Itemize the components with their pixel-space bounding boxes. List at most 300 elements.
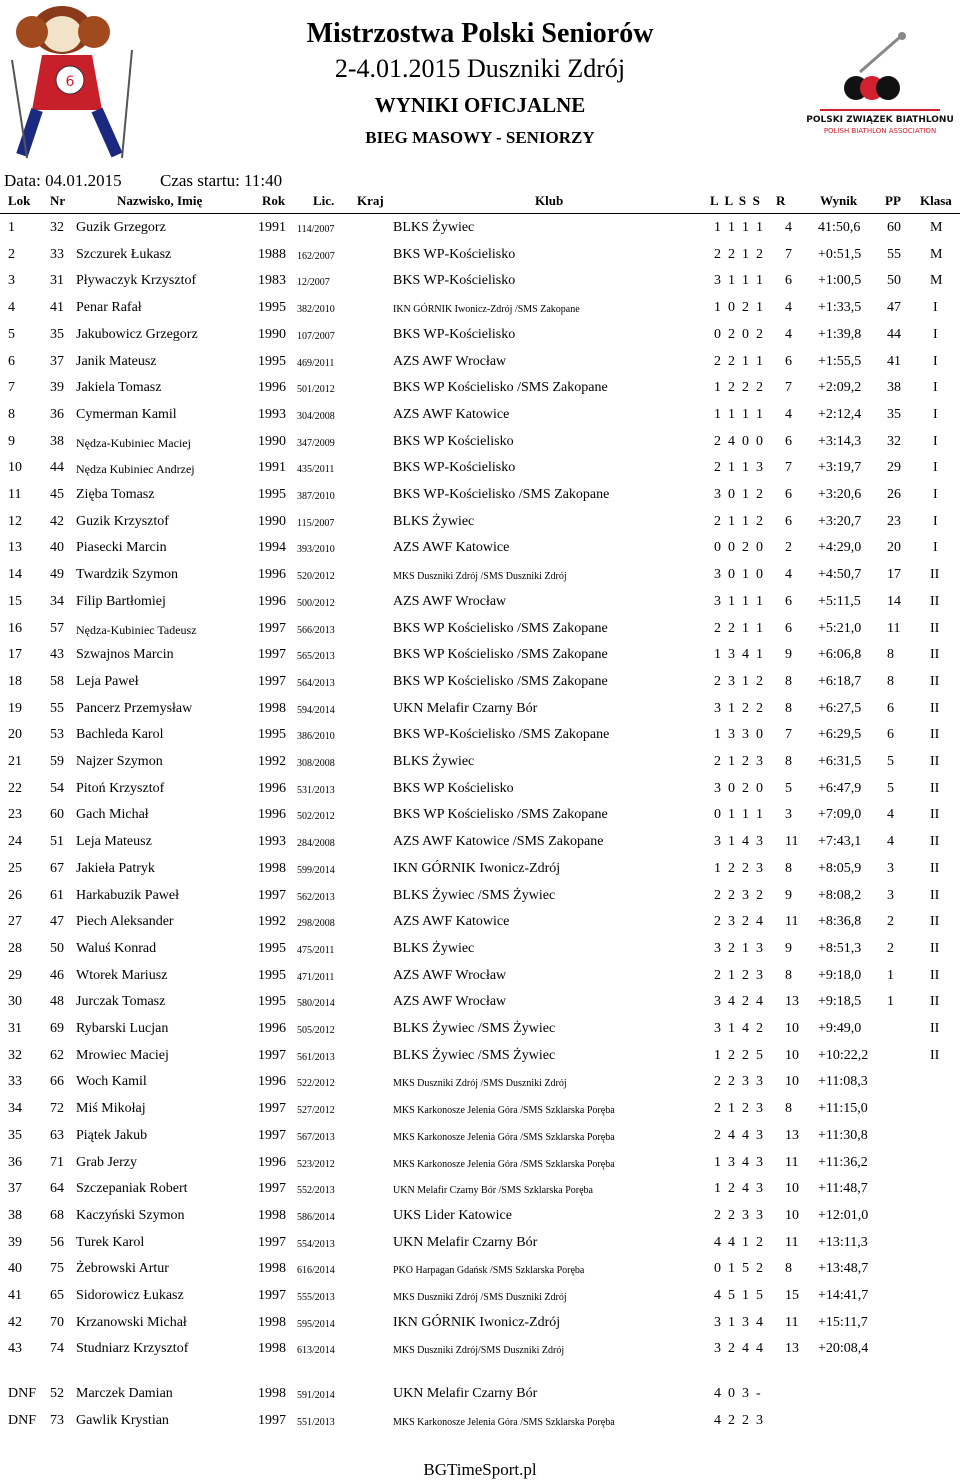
cell-klasa: I	[933, 380, 938, 396]
cell-nr: 41	[50, 300, 64, 316]
cell-klasa: I	[933, 353, 938, 369]
cell-wynik: +3:19,7	[818, 460, 862, 476]
cell-lic: 591/2014	[297, 1390, 335, 1401]
cell-name: Filip Bartłomiej	[76, 593, 166, 609]
cell-rok: 1988	[258, 246, 286, 262]
table-row	[0, 1096, 960, 1122]
cell-lok: 18	[8, 673, 22, 689]
logo-right-subtitle: POLISH BIATHLON ASSOCIATION	[823, 127, 937, 135]
cell-nr: 51	[50, 834, 64, 850]
cell-wynik: +6:31,5	[818, 754, 862, 769]
cell-r: 8	[785, 673, 792, 689]
cell-name: Pływaczyk Krzysztof	[76, 273, 197, 289]
table-row	[0, 1176, 960, 1202]
cell-pp: 1	[887, 994, 894, 1010]
cell-nr: 57	[50, 620, 64, 636]
cell-shooting: 2 4 0 0	[714, 433, 763, 449]
cell-lic: 304/2008	[297, 410, 335, 422]
cell-nr: 46	[50, 967, 64, 983]
cell-klub: BLKS Żywiec /SMS Żywiec	[393, 1047, 556, 1063]
cell-name: Jurczak Tomasz	[76, 994, 166, 1010]
cell-r: 10	[785, 1207, 799, 1223]
cell-klasa: II	[930, 567, 940, 583]
table-row	[0, 856, 960, 882]
cell-rok: 1996	[258, 780, 286, 796]
col-klub: Klub	[535, 193, 564, 208]
cell-lic: 613/2014	[297, 1345, 335, 1357]
cell-klasa: II	[930, 994, 940, 1010]
cell-nr: 52	[50, 1386, 64, 1401]
cell-lic: 505/2012	[297, 1025, 335, 1036]
cell-lok: 28	[8, 940, 22, 956]
cell-name: Janik Mateusz	[76, 353, 157, 369]
table-row	[0, 268, 960, 294]
cell-shooting: 3 2 1 3	[714, 940, 763, 956]
cell-klub: UKN Melafir Czarny Bór	[393, 1386, 538, 1401]
cell-pp: 5	[887, 754, 894, 769]
cell-rok: 1997	[258, 1412, 286, 1428]
table-row	[0, 909, 960, 935]
cell-shooting: 3 1 4 2	[714, 1021, 763, 1036]
cell-rok: 1991	[258, 220, 286, 235]
cell-nr: 64	[50, 1181, 64, 1197]
cell-pp: 47	[887, 300, 901, 316]
cell-nr: 60	[50, 807, 64, 823]
cell-lic: 594/2014	[297, 704, 335, 716]
cell-nr: 53	[50, 727, 64, 743]
cell-name: Szczurek Łukasz	[76, 246, 172, 262]
cell-rok: 1995	[258, 353, 286, 369]
cell-r: 5	[785, 780, 792, 796]
cell-wynik: +6:06,8	[818, 647, 862, 663]
cell-nr: 72	[50, 1101, 64, 1117]
cell-lic: 114/2007	[297, 224, 335, 235]
cell-klub: IKN GÓRNIK Iwonicz-Zdrój	[393, 1314, 561, 1330]
cell-klub: MKS Karkonosze Jelenia Góra /SMS Szklarska Poręba	[393, 1105, 615, 1117]
cell-wynik: +4:50,7	[818, 567, 862, 583]
table-row	[0, 429, 960, 455]
cell-pp: 11	[887, 620, 901, 636]
table-row	[0, 1230, 960, 1256]
cell-lic: 599/2014	[297, 864, 335, 876]
cell-rok: 1996	[258, 1154, 286, 1170]
cell-lic: 475/2011	[297, 944, 335, 956]
table-row	[0, 482, 960, 508]
cell-lok: 27	[8, 914, 22, 930]
cell-name: Nędza-Kubiniec Tadeusz	[76, 622, 197, 637]
cell-klub: BKS WP-Kościelisko	[393, 460, 516, 476]
cell-shooting: 1 2 2 5	[714, 1047, 763, 1063]
table-row	[0, 883, 960, 909]
cell-wynik: +10:22,2	[818, 1047, 869, 1063]
cell-nr: 35	[50, 326, 64, 342]
table-row	[0, 669, 960, 695]
cell-lok: DNF	[8, 1386, 37, 1401]
cell-wynik: +5:11,5	[818, 593, 861, 609]
cell-lok: 33	[8, 1074, 22, 1090]
cell-lok: 11	[8, 487, 22, 502]
cell-lic: 520/2012	[297, 571, 335, 583]
cell-lok: 15	[8, 593, 22, 609]
cell-lic: 393/2010	[297, 544, 335, 556]
cell-wynik: +1:55,5	[818, 353, 862, 369]
cell-wynik: +11:36,2	[818, 1154, 868, 1170]
cell-shooting: 4 0 3 -	[714, 1386, 761, 1401]
cell-pp: 2	[887, 914, 894, 930]
cell-name: Jakubowicz Grzegorz	[76, 326, 198, 342]
cell-nr: 36	[50, 406, 64, 422]
cell-klasa: II	[930, 914, 940, 930]
cell-wynik: +6:18,7	[818, 673, 862, 689]
cell-klub: BLKS Żywiec	[393, 513, 475, 529]
cell-lok: 19	[8, 700, 22, 716]
cell-name: Jakiela Tomasz	[76, 380, 162, 396]
cell-rok: 1992	[258, 754, 286, 769]
col-r: R	[776, 193, 786, 208]
cell-wynik: +20:08,4	[818, 1341, 869, 1357]
cell-rok: 1998	[258, 1314, 286, 1330]
cell-rok: 1997	[258, 1288, 286, 1303]
dnf-row	[0, 1381, 960, 1407]
event-date-place: 2-4.01.2015 Duszniki Zdrój	[334, 54, 626, 83]
cell-lok: DNF	[8, 1412, 37, 1428]
cell-klub: MKS Karkonosze Jelenia Góra /SMS Szklarska Poręba	[393, 1158, 615, 1170]
cell-shooting: 0 0 2 0	[714, 540, 763, 556]
table-row	[0, 802, 960, 828]
cell-nr: 47	[50, 914, 64, 930]
cell-pp: 41	[887, 353, 901, 369]
col-pp: PP	[885, 193, 901, 208]
cell-shooting: 1 2 2 3	[714, 860, 763, 876]
cell-shooting: 0 1 1 1	[714, 807, 763, 823]
cell-r: 13	[785, 994, 799, 1010]
cell-r: 7	[785, 727, 792, 743]
cell-klasa: I	[933, 433, 938, 449]
cell-lic: 500/2012	[297, 597, 335, 609]
cell-klub: MKS Duszniki Zdrój /SMS Duszniki Zdrój	[393, 1078, 567, 1090]
cell-pp: 8	[887, 647, 894, 663]
cell-klub: MKS Duszniki Zdrój /SMS Duszniki Zdrój	[393, 1292, 567, 1303]
cell-r: 6	[785, 433, 792, 449]
cell-rok: 1990	[258, 513, 286, 529]
table-row	[0, 1310, 960, 1336]
cell-lic: 386/2010	[297, 731, 335, 743]
cell-lok: 38	[8, 1207, 22, 1223]
cell-lic: 616/2014	[297, 1265, 335, 1277]
cell-lic: 347/2009	[297, 437, 335, 449]
cell-shooting: 2 4 4 3	[714, 1127, 763, 1143]
table-row	[0, 1150, 960, 1176]
cell-klasa: I	[933, 460, 938, 476]
cell-klasa: II	[930, 860, 940, 876]
cell-nr: 39	[50, 380, 64, 396]
cell-rok: 1998	[258, 1207, 286, 1223]
cell-lic: 531/2013	[297, 784, 335, 796]
cell-lic: 565/2013	[297, 651, 335, 663]
cell-klasa: II	[930, 967, 940, 983]
cell-klasa: I	[933, 513, 938, 529]
cell-name: Guzik Krzysztof	[76, 513, 169, 529]
cell-r: 11	[785, 834, 799, 850]
cell-r: 4	[785, 406, 792, 422]
cell-rok: 1990	[258, 433, 286, 449]
cell-nr: 50	[50, 940, 64, 956]
cell-klub: BLKS Żywiec /SMS Żywiec	[393, 887, 556, 903]
cell-shooting: 1 1 1 1	[714, 406, 763, 422]
cell-wynik: +8:36,8	[818, 914, 862, 930]
cell-lic: 554/2013	[297, 1238, 335, 1250]
cell-nr: 73	[50, 1412, 64, 1428]
cell-rok: 1996	[258, 567, 286, 583]
cell-wynik: +6:47,9	[818, 780, 862, 796]
table-row	[0, 722, 960, 748]
cell-klasa: II	[930, 700, 940, 716]
cell-lok: 40	[8, 1261, 22, 1277]
cell-klasa: II	[930, 754, 940, 769]
cell-klub: AZS AWF Wrocław	[393, 967, 507, 983]
cell-lic: 566/2013	[297, 624, 335, 636]
cell-klasa: II	[930, 1047, 940, 1063]
cell-name: Leja Paweł	[76, 673, 139, 689]
cell-klub: PKO Harpagan Gdańsk /SMS Szklarska Poręba	[393, 1265, 585, 1277]
cell-lok: 13	[8, 540, 22, 556]
cell-rok: 1997	[258, 1127, 286, 1143]
cell-rok: 1995	[258, 994, 286, 1010]
cell-wynik: +9:49,0	[818, 1021, 862, 1036]
dnf-row	[0, 1408, 960, 1434]
table-row	[0, 1069, 960, 1095]
cell-lok: 32	[8, 1047, 22, 1063]
cell-klasa: I	[933, 540, 938, 556]
cell-r: 8	[785, 1101, 792, 1117]
cell-r: 6	[785, 513, 792, 529]
race-start-time: Czas startu: 11:40	[160, 171, 283, 190]
cell-nr: 75	[50, 1261, 64, 1277]
cell-lok: 1	[8, 220, 15, 235]
cell-klasa: II	[930, 807, 940, 823]
table-row	[0, 562, 960, 588]
cell-pp: 32	[887, 433, 901, 449]
cell-lic: 12/2007	[297, 277, 330, 289]
cell-pp: 50	[887, 273, 901, 289]
cell-shooting: 3 2 4 4	[714, 1341, 763, 1357]
cell-lok: 39	[8, 1234, 22, 1250]
cell-klub: BKS WP-Kościelisko	[393, 326, 516, 342]
cell-shooting: 2 2 1 1	[714, 353, 763, 369]
cell-lic: 527/2012	[297, 1105, 335, 1117]
cell-lic: 523/2012	[297, 1158, 335, 1170]
logo-right-title: POLSKI ZWIĄZEK BIATHLONU	[806, 115, 954, 125]
cell-pp: 2	[887, 940, 894, 956]
cell-shooting: 0 2 0 2	[714, 326, 763, 342]
cell-wynik: +2:09,2	[818, 380, 862, 396]
table-row	[0, 1283, 960, 1309]
cell-shooting: 1 3 4 1	[714, 647, 763, 663]
cell-lic: 586/2014	[297, 1211, 335, 1223]
cell-nr: 45	[50, 487, 64, 502]
cell-wynik: +11:08,3	[818, 1074, 868, 1090]
table-row	[0, 642, 960, 668]
cell-name: Twardzik Szymon	[76, 567, 179, 583]
cell-name: Krzanowski Michał	[76, 1314, 187, 1330]
cell-lic: 308/2008	[297, 758, 335, 769]
table-row	[0, 509, 960, 535]
cell-shooting: 2 1 2 3	[714, 1101, 763, 1117]
cell-nr: 49	[50, 567, 64, 583]
cell-klub: BKS WP Kościelisko	[393, 780, 514, 796]
cell-klasa: II	[930, 620, 940, 636]
cell-lok: 14	[8, 567, 22, 583]
cell-lic: 551/2013	[297, 1416, 335, 1428]
cell-name: Nędza-Kubiniec Maciej	[76, 435, 191, 450]
cell-pp: 4	[887, 834, 894, 850]
cell-name: Grab Jerzy	[76, 1154, 138, 1170]
col-klasa: Klasa	[920, 193, 952, 208]
cell-klasa: II	[930, 780, 940, 796]
cell-rok: 1995	[258, 967, 286, 983]
cell-klub: AZS AWF Wrocław	[393, 593, 507, 609]
cell-shooting: 2 2 3 3	[714, 1207, 763, 1223]
cell-rok: 1996	[258, 380, 286, 396]
cell-shooting: 4 4 1 2	[714, 1234, 763, 1250]
cell-rok: 1993	[258, 834, 286, 850]
cell-shooting: 1 2 4 3	[714, 1181, 763, 1197]
table-row	[0, 322, 960, 348]
cell-r: 15	[785, 1288, 799, 1303]
cell-klasa: M	[930, 220, 943, 235]
cell-rok: 1993	[258, 406, 286, 422]
cell-lok: 7	[8, 380, 15, 396]
cell-name: Najzer Szymon	[76, 754, 163, 769]
cell-nr: 62	[50, 1047, 64, 1063]
cell-rok: 1998	[258, 700, 286, 716]
cell-klub: BLKS Żywiec	[393, 940, 475, 956]
cell-klub: AZS AWF Katowice /SMS Zakopane	[393, 834, 604, 850]
cell-lic: 471/2011	[297, 971, 335, 983]
cell-r: 4	[785, 220, 792, 235]
cell-wynik: +14:41,7	[818, 1288, 869, 1303]
cell-rok: 1992	[258, 914, 286, 930]
cell-lic: 284/2008	[297, 838, 335, 850]
race-date: Data: 04.01.2015	[4, 171, 122, 190]
cell-klasa: I	[933, 326, 938, 342]
cell-name: Rybarski Lucjan	[76, 1021, 169, 1036]
cell-lok: 29	[8, 967, 22, 983]
cell-shooting: 3 1 2 2	[714, 700, 763, 716]
cell-wynik: +1:33,5	[818, 300, 862, 316]
cell-r: 4	[785, 567, 792, 583]
cell-klub: AZS AWF Wrocław	[393, 994, 507, 1010]
cell-klub: BLKS Żywiec	[393, 220, 475, 235]
cell-lic: 501/2012	[297, 384, 335, 396]
cell-r: 11	[785, 1234, 799, 1250]
cell-name: Zięba Tomasz	[76, 487, 155, 502]
cell-nr: 59	[50, 754, 64, 769]
cell-r: 10	[785, 1021, 799, 1036]
cell-r: 10	[785, 1074, 799, 1090]
cell-nr: 68	[50, 1207, 64, 1223]
table-row	[0, 402, 960, 428]
cell-nr: 63	[50, 1127, 64, 1143]
cell-name: Pancerz Przemysław	[76, 700, 193, 716]
cell-shooting: 1 3 4 3	[714, 1154, 763, 1170]
cell-klub: BKS WP-Kościelisko /SMS Zakopane	[393, 487, 610, 502]
cell-nr: 48	[50, 994, 64, 1010]
cell-shooting: 1 0 2 1	[714, 300, 763, 316]
cell-rok: 1995	[258, 940, 286, 956]
cell-shooting: 3 0 2 0	[714, 780, 763, 796]
cell-lok: 16	[8, 620, 22, 636]
cell-name: Bachleda Karol	[76, 727, 164, 743]
cell-klub: AZS AWF Wrocław	[393, 353, 507, 369]
cell-name: Gach Michał	[76, 807, 149, 823]
cell-pp: 17	[887, 567, 901, 583]
cell-shooting: 0 1 5 2	[714, 1261, 763, 1277]
cell-klub: MKS Karkonosze Jelenia Góra /SMS Szklarska Poręba	[393, 1416, 615, 1428]
cell-wynik: +6:27,5	[818, 700, 862, 716]
cell-wynik: +7:09,0	[818, 807, 862, 823]
cell-shooting: 3 1 4 3	[714, 834, 763, 850]
cell-shooting: 2 2 1 1	[714, 620, 763, 636]
table-row	[0, 1043, 960, 1069]
cell-name: Miś Mikołaj	[76, 1101, 146, 1117]
cell-wynik: +11:15,0	[818, 1101, 868, 1117]
cell-name: Kaczyński Szymon	[76, 1207, 185, 1223]
cell-pp: 4	[887, 807, 894, 823]
cell-pp: 26	[887, 487, 901, 502]
cell-lic: 387/2010	[297, 491, 335, 502]
cell-wynik: +5:21,0	[818, 620, 862, 636]
cell-name: Żebrowski Artur	[76, 1261, 169, 1277]
cell-rok: 1997	[258, 1101, 286, 1117]
cell-klub: UKS Lider Katowice	[393, 1207, 512, 1223]
cell-pp: 35	[887, 406, 901, 422]
table-row	[0, 535, 960, 561]
cell-r: 9	[785, 647, 792, 663]
cell-klasa: II	[930, 1021, 940, 1036]
cell-rok: 1996	[258, 807, 286, 823]
cell-nr: 42	[50, 513, 64, 529]
cell-r: 6	[785, 620, 792, 636]
cell-rok: 1998	[258, 860, 286, 876]
table-row	[0, 616, 960, 642]
col-shooting: L L S S	[710, 193, 760, 208]
cell-klub: BLKS Żywiec	[393, 754, 475, 769]
cell-klub: BKS WP-Kościelisko	[393, 273, 516, 289]
cell-nr: 66	[50, 1074, 64, 1090]
cell-klub: MKS Duszniki Zdrój/SMS Duszniki Zdrój	[393, 1345, 565, 1357]
cell-klasa: II	[930, 727, 940, 743]
cell-klub: BKS WP Kościelisko /SMS Zakopane	[393, 807, 608, 823]
cell-rok: 1996	[258, 593, 286, 609]
cell-klub: AZS AWF Katowice	[393, 540, 510, 556]
cell-wynik: +3:14,3	[818, 433, 862, 449]
race-subtitle: BIEG MASOWY - SENIORZY	[365, 128, 595, 147]
cell-lok: 3	[8, 273, 15, 289]
cell-rok: 1997	[258, 620, 286, 636]
cell-r: 4	[785, 300, 792, 316]
cell-klasa: II	[930, 834, 940, 850]
cell-name: Jakieła Patryk	[76, 860, 155, 876]
cell-name: Nędza Kubiniec Andrzej	[76, 462, 195, 477]
cell-lic: 382/2010	[297, 304, 335, 316]
cell-lic: 115/2007	[297, 517, 335, 529]
cell-r: 11	[785, 1314, 799, 1330]
cell-name: Leja Mateusz	[76, 834, 152, 850]
cell-lok: 21	[8, 754, 22, 769]
cell-lok: 43	[8, 1341, 22, 1357]
col-rok: Rok	[262, 193, 286, 208]
